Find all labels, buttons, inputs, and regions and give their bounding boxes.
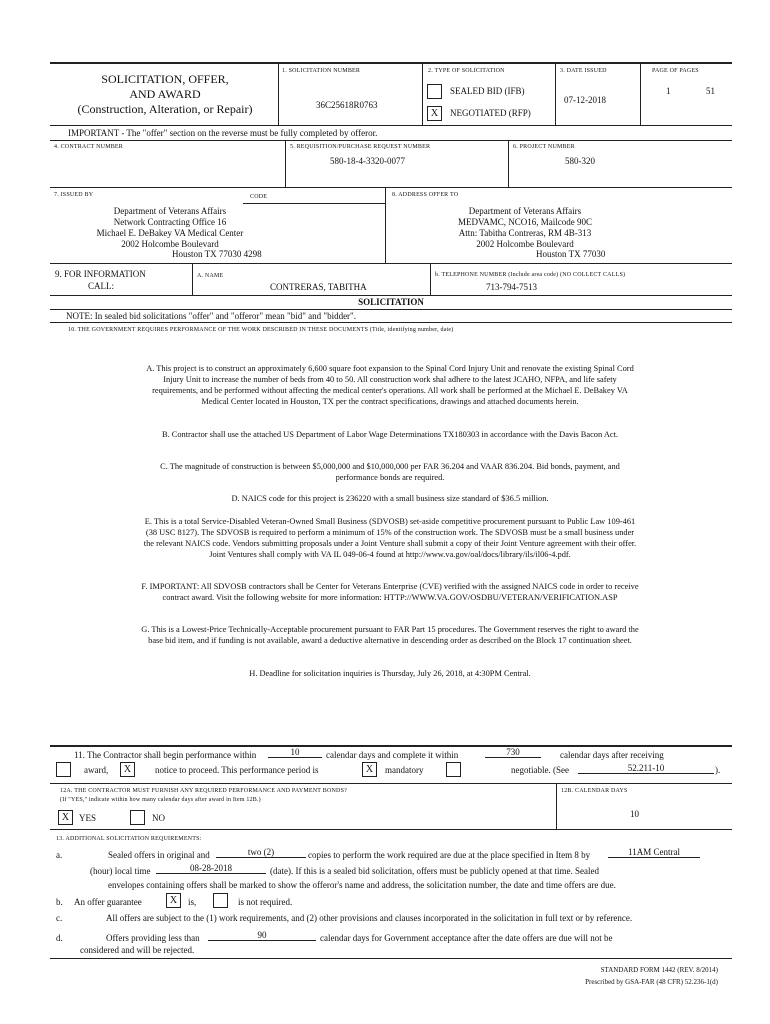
contact-name: CONTRERAS, TABITHA: [270, 282, 367, 292]
negotiable-label: negotiable. (See: [511, 765, 569, 775]
contract-number-label: 4. CONTRACT NUMBER: [54, 144, 123, 150]
guarantee-not-required-label: is not required.: [238, 897, 293, 907]
form-title-line3: (Construction, Alteration, or Repair): [77, 102, 253, 116]
address-offer-line: MEDVAMC, NCO16, Mailcode 90C: [457, 217, 593, 227]
code-label: CODE: [250, 194, 268, 200]
paragraph-a: A. This project is to construct an approximately 6,600 square foot expansion to the Spinal Cord Injury Unit and renovate the existing Spinal Cord Injury Unit to increase the number of beds from 40 to 50. All construction work shal adhere to the latest JCAHO, NFPA, and life safety requirements, and be performed without affecting the medical center's operations. All work shall be performed at the Michael E. DeBakey VA Medical Center located in Houston, TX per the contract specifications, drawings and attached documents herein.: [146, 364, 634, 406]
page-number: 1: [666, 86, 671, 96]
form-title-line2: AND AWARD: [129, 87, 201, 101]
negotiable-checkbox[interactable]: [446, 762, 461, 777]
type-of-solicitation-label: 2. TYPE OF SOLICITATION: [428, 68, 505, 74]
item13a-text1: Sealed offers in original and: [108, 850, 210, 860]
date-issued-label: 3. DATE ISSUED: [560, 68, 607, 74]
paragraph-f: F. IMPORTANT: All SDVOSB contractors shall be Center for Veterans Enterprise (CVE) verified with the assigned NAICS code in order to receive contract award. Visit the following website for more information: HTTP://WWW.VA.GOV/OSDBU/VETERAN/VERIFICATION.ASP: [141, 582, 639, 602]
address-offer-line: Attn: Tabitha Contreras, RM 4B-313: [458, 228, 592, 238]
negotiated-label: NEGOTIATED (RFP): [450, 108, 531, 118]
name-label: A. NAME: [197, 273, 224, 279]
paragraph-b: B. Contractor shall use the attached US Department of Labor Wage Determinations TX180303 in accordance with the Davis Bacon Act.: [161, 430, 619, 439]
due-date-field[interactable]: 08-28-2018: [156, 863, 266, 874]
requisition-label: 5. REQUISITION/PURCHASE REQUEST NUMBER: [290, 144, 431, 150]
issued-by-address: [60, 206, 280, 250]
solicitation-heading: SOLICITATION: [358, 297, 424, 307]
address-offer-line: 2002 Holcombe Boulevard: [476, 239, 574, 249]
call-label: CALL:: [88, 281, 114, 291]
guarantee-is-checkbox[interactable]: X: [166, 893, 181, 908]
bonds-yes-checkbox[interactable]: X: [58, 810, 73, 825]
item13d-text3: considered and will be rejected.: [80, 945, 195, 955]
item12a-label: 12A. THE CONTRACTOR MUST FURNISH ANY REQUIRED PERFORMANCE AND PAYMENT BONDS?: [60, 788, 347, 794]
issued-by-line: Department of Veterans Affairs: [113, 206, 227, 216]
notice-label: notice to proceed. This performance period is: [155, 765, 319, 775]
date-issued: 07-12-2018: [564, 95, 606, 105]
telephone-label: b. TELEPHONE NUMBER (Include area code) (NO COLLECT CALLS): [435, 272, 626, 278]
bonds-no-label: NO: [152, 813, 165, 823]
total-pages: 51: [706, 86, 715, 96]
paragraph-c: C. The magnitude of construction is between $5,000,000 and $10,000,000 per FAR 36.204 and VAAR 836.204. Bid bonds, payment, and performance bonds are required.: [160, 462, 620, 482]
item13a-text3: (hour) local time: [90, 866, 151, 876]
complete-days[interactable]: 730: [485, 747, 541, 758]
issued-by-line: Network Contracting Office 16: [113, 217, 227, 227]
for-information-label: 9. FOR INFORMATION: [55, 269, 146, 279]
negotiated-checkbox[interactable]: X: [427, 106, 442, 121]
item13a-marker: a.: [56, 850, 63, 860]
item11-text3: calendar days after receiving: [560, 750, 664, 760]
project-number-label: 6. PROJECT NUMBER: [513, 144, 575, 150]
mandatory-label: mandatory: [385, 765, 424, 775]
paragraph-g: G. This is a Lowest-Price Technically-Acceptable procurement pursuant to FAR Part 15 procedures. The Government reserves the right to award the base bid item, and if funding is not available, award a deductive alternative in descending order as described on the Block 17 continuation sheet.: [141, 625, 639, 645]
item12a-sublabel: (If "YES," indicate within how many calendar days after award in Item 12B.): [60, 797, 261, 803]
due-time-field[interactable]: 11AM Central: [608, 847, 700, 858]
award-label: award,: [84, 765, 109, 775]
item11-text2: calendar days and complete it within: [326, 750, 459, 760]
item12b-label: 12B. CALENDAR DAYS: [561, 788, 628, 794]
prescribed-by: Prescribed by GSA-FAR (48 CFR) 52.236-1(d): [585, 978, 718, 986]
award-checkbox[interactable]: [56, 762, 71, 777]
important-notice: IMPORTANT - The "offer" section on the reverse must be fully completed by offeror.: [68, 128, 378, 138]
acceptance-days-field[interactable]: 90: [208, 930, 316, 941]
address-offer-city: Houston TX 77030: [536, 249, 606, 259]
form-number: STANDARD FORM 1442 (REV. 8/2014): [600, 966, 718, 974]
telephone-number: 713-794-7513: [486, 282, 537, 292]
notice-to-proceed-checkbox[interactable]: X: [120, 762, 135, 777]
issued-by-label: 7. ISSUED BY: [54, 192, 94, 198]
item13a-text4: (date). If this is a sealed bid solicitation, offers must be publicly opened at that time. Sealed: [270, 866, 599, 876]
issued-by-city: Houston TX 77030 4298: [172, 249, 262, 259]
item13d-text2: calendar days for Government acceptance after the date offers are due will not be: [320, 933, 613, 943]
form-title-line1: SOLICITATION, OFFER,: [101, 72, 229, 86]
solicitation-number: 36C25618R0763: [316, 100, 378, 110]
address-offer-line: Department of Veterans Affairs: [468, 206, 582, 216]
sealed-bid-checkbox[interactable]: [427, 84, 442, 99]
guarantee-is-label: is,: [188, 897, 197, 907]
negotiable-reference[interactable]: 52.211-10: [578, 763, 714, 774]
item10-label: 10. THE GOVERNMENT REQUIRES PERFORMANCE OF THE WORK DESCRIBED IN THESE DOCUMENTS (Title, identifying number, date): [68, 327, 454, 333]
item11-text1: 11. The Contractor shall begin performance within: [74, 750, 257, 760]
item13b-text: An offer guarantee: [74, 897, 142, 907]
item13-label: 13. ADDITIONAL SOLICITATION REQUIREMENTS:: [56, 836, 202, 842]
item13a-text5: envelopes containing offers shall be marked to show the offeror's name and address, the solicitation number, the date and time offers are due.: [108, 880, 616, 890]
solicitation-number-label: 1. SOLICITATION NUMBER: [282, 68, 361, 74]
issued-by-line: 2002 Holcombe Boulevard: [121, 239, 219, 249]
item13c-text: All offers are subject to the (1) work requirements, and (2) other provisions and clauses incorporated in the solicitation in full text or by reference.: [106, 913, 633, 923]
item13d-text1: Offers providing less than: [106, 933, 200, 943]
address-offer-address: [400, 206, 650, 250]
sealed-bid-label: SEALED BID (IFB): [450, 86, 525, 96]
mandatory-checkbox[interactable]: X: [362, 762, 377, 777]
issued-by-line: Michael E. DeBakey VA Medical Center: [96, 228, 244, 238]
requisition-number: 580-18-4-3320-0077: [330, 156, 405, 166]
copies-field[interactable]: two (2): [216, 847, 306, 858]
item13b-marker: b.: [56, 897, 63, 907]
paragraph-d: D. NAICS code for this project is 236220 with a small business size standard of $36.5 million.: [231, 494, 549, 503]
paragraph-h: H. Deadline for solicitation inquiries is Thursday, July 26, 2018, at 4:30PM Central.: [249, 669, 531, 678]
page-of-pages-label: PAGE OF PAGES: [652, 68, 699, 74]
item13a-text2: copies to perform the work required are due at the place specified in Item 8 by: [308, 850, 591, 860]
guarantee-not-required-checkbox[interactable]: [213, 893, 228, 908]
bonds-yes-label: YES: [79, 813, 97, 823]
item13c-marker: c.: [56, 913, 63, 923]
bonds-no-checkbox[interactable]: [130, 810, 145, 825]
sealed-bid-note: NOTE: In sealed bid solicitations "offer" and "offeror" mean "bid" and "bidder".: [66, 311, 356, 321]
item13d-marker: d.: [56, 933, 63, 943]
negotiable-close: ).: [715, 765, 721, 775]
address-offer-label: 8. ADDRESS OFFER TO: [392, 192, 459, 198]
project-number: 580-320: [565, 156, 595, 166]
begin-days[interactable]: 10: [268, 747, 322, 758]
calendar-days[interactable]: 10: [630, 809, 639, 819]
paragraph-e: E. This is a total Service-Disabled Veteran-Owned Small Business (SDVOSB) set-aside competitive procurement pursuant to Public Law 109-461 (38 USC 8127). The SDVOSB is required to perform a minimum of 15% of the construction work. The SDVOSB must be a small business under the relevant NAICS code. Vendors submitting proposals under a Joint Venture shall submit a copy of their Joint Venture agreement with their offer. Joint Ventures shall comply with VA IL 049-06-4 found at http://www.va.gov/oal/docs/library/ils/il06-4.pdf.: [143, 517, 637, 559]
